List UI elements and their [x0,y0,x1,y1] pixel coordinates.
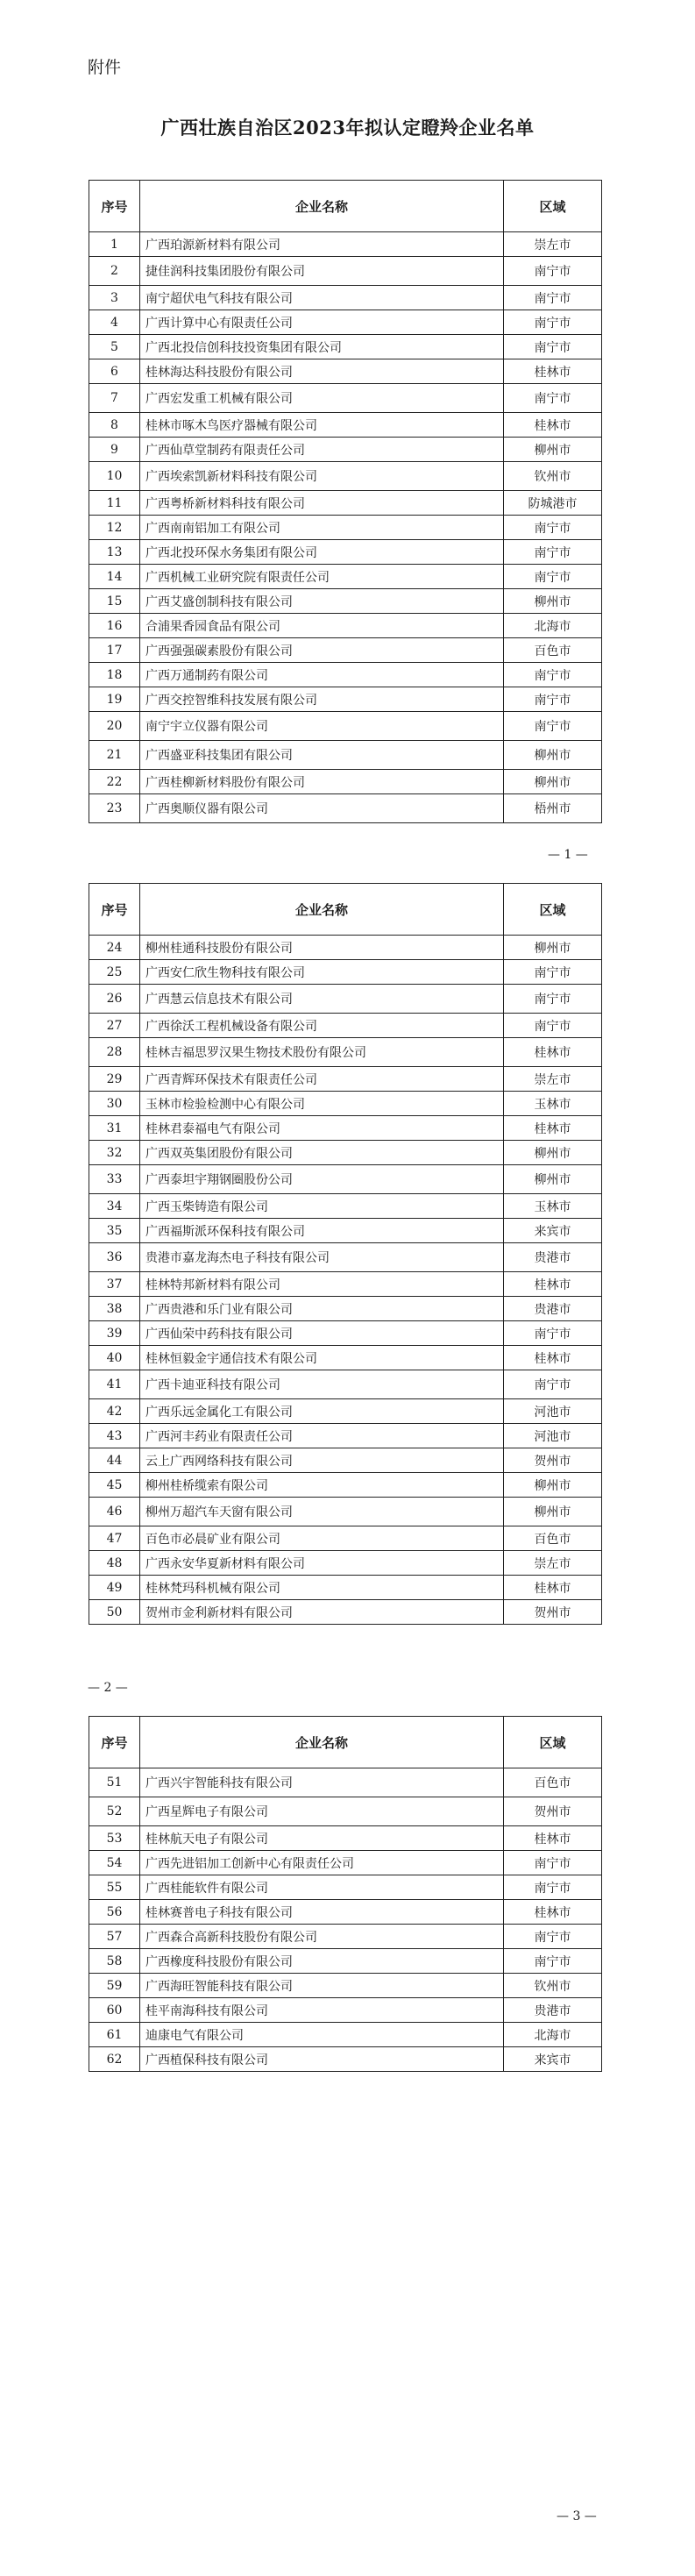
table-row [89,1116,602,1141]
row-index: 37 [89,1272,140,1297]
region: 南宁市 [504,687,602,712]
table-row [89,1399,602,1424]
company-name: 桂林特邦新材料有限公司 [140,1272,504,1297]
region: 玉林市 [504,1092,602,1116]
company-name: 广西徐沃工程机械设备有限公司 [140,1014,504,1038]
company-name: 云上广西网络科技有限公司 [140,1448,504,1473]
table-row [89,1067,602,1092]
header-index: 序号 [89,1717,140,1768]
row-index: 56 [89,1900,140,1925]
region: 桂林市 [504,413,602,438]
row-index: 24 [89,936,140,960]
region: 桂林市 [504,1826,602,1851]
row-index: 41 [89,1370,140,1399]
table-row [89,462,602,491]
region: 南宁市 [504,712,602,741]
region: 百色市 [504,1526,602,1551]
table-row [89,1165,602,1194]
region: 防城港市 [504,491,602,516]
table-row [89,359,602,384]
row-index: 8 [89,413,140,438]
company-name: 广西慧云信息技术有限公司 [140,985,504,1014]
company-name: 广西桂能软件有限公司 [140,1875,504,1900]
region: 南宁市 [504,1925,602,1949]
table-row [89,491,602,516]
region: 桂林市 [504,1272,602,1297]
company-name: 广西北投环保水务集团有限公司 [140,540,504,565]
table-row [89,1272,602,1297]
region: 柳州市 [504,438,602,462]
row-index: 30 [89,1092,140,1116]
company-name: 广西强强碳素股份有限公司 [140,638,504,663]
table-row [89,1875,602,1900]
company-name: 桂林君泰福电气有限公司 [140,1116,504,1141]
region: 柳州市 [504,1165,602,1194]
company-name: 广西宏发重工机械有限公司 [140,384,504,413]
row-index: 45 [89,1473,140,1498]
company-name: 百色市必晨矿业有限公司 [140,1526,504,1551]
region: 贺州市 [504,1448,602,1473]
row-index: 59 [89,1974,140,1998]
region: 贺州市 [504,1600,602,1625]
company-name: 广西卡迪亚科技有限公司 [140,1370,504,1399]
region: 桂林市 [504,1038,602,1067]
row-index: 3 [89,286,140,310]
enterprise-table-page-2 [89,883,602,1625]
region: 贵港市 [504,1297,602,1321]
table-row [89,1346,602,1370]
table-header-row [89,884,602,936]
header-name: 企业名称 [140,1717,504,1768]
row-index: 26 [89,985,140,1014]
company-name: 广西艾盛创制科技有限公司 [140,589,504,614]
header-index: 序号 [89,884,140,936]
table-row [89,310,602,335]
company-name: 桂林恒毅金宇通信技术有限公司 [140,1346,504,1370]
table-row [89,1321,602,1346]
row-index: 35 [89,1219,140,1243]
company-name: 合浦果香园食品有限公司 [140,614,504,638]
table-row [89,1194,602,1219]
company-name: 柳州万超汽车天窗有限公司 [140,1498,504,1526]
table-row [89,540,602,565]
company-name: 广西兴宇智能科技有限公司 [140,1768,504,1797]
region: 桂林市 [504,359,602,384]
header-region: 区域 [504,181,602,232]
region: 桂林市 [504,1900,602,1925]
company-name: 广西双英集团股份有限公司 [140,1141,504,1165]
row-index: 18 [89,663,140,687]
company-name: 柳州桂通科技股份有限公司 [140,936,504,960]
row-index: 28 [89,1038,140,1067]
row-index: 10 [89,462,140,491]
region: 桂林市 [504,1346,602,1370]
company-name: 广西珀源新材料有限公司 [140,232,504,257]
region: 南宁市 [504,960,602,985]
table-row [89,1768,602,1797]
row-index: 54 [89,1851,140,1875]
region: 柳州市 [504,1141,602,1165]
company-name: 广西安仁欣生物科技有限公司 [140,960,504,985]
company-name: 广西仙草堂制药有限责任公司 [140,438,504,462]
company-name: 广西仙荣中药科技有限公司 [140,1321,504,1346]
row-index: 4 [89,310,140,335]
company-name: 广西乐远金属化工有限公司 [140,1399,504,1424]
region: 北海市 [504,2023,602,2047]
table-row [89,1925,602,1949]
company-name: 广西计算中心有限责任公司 [140,310,504,335]
company-name: 广西北投信创科技投资集团有限公司 [140,335,504,359]
company-name: 迪康电气有限公司 [140,2023,504,2047]
region: 玉林市 [504,1194,602,1219]
table-row [89,960,602,985]
table-row [89,770,602,794]
table-row [89,1949,602,1974]
region: 桂林市 [504,1116,602,1141]
table-row [89,2023,602,2047]
region: 钦州市 [504,1974,602,1998]
region: 贺州市 [504,1797,602,1826]
row-index: 49 [89,1576,140,1600]
region: 河池市 [504,1424,602,1448]
region: 南宁市 [504,663,602,687]
table-row [89,1243,602,1272]
region: 百色市 [504,638,602,663]
company-name: 桂林航天电子有限公司 [140,1826,504,1851]
company-name: 广西万通制药有限公司 [140,663,504,687]
table-row [89,712,602,741]
region: 崇左市 [504,1067,602,1092]
company-name: 贵港市嘉龙海杰电子科技有限公司 [140,1243,504,1272]
table-row [89,257,602,286]
table-row [89,663,602,687]
table-row [89,614,602,638]
row-index: 9 [89,438,140,462]
attachment-label: 附件 [88,58,122,77]
row-index: 14 [89,565,140,589]
table-row [89,985,602,1014]
row-index: 2 [89,257,140,286]
company-name: 桂平南海科技有限公司 [140,1998,504,2023]
table-row [89,687,602,712]
row-index: 38 [89,1297,140,1321]
row-index: 7 [89,384,140,413]
company-name: 桂林市啄木鸟医疗器械有限公司 [140,413,504,438]
region: 河池市 [504,1399,602,1424]
region: 南宁市 [504,384,602,413]
table-row [89,1797,602,1826]
row-index: 40 [89,1346,140,1370]
row-index: 51 [89,1768,140,1797]
company-name: 广西河丰药业有限责任公司 [140,1424,504,1448]
company-name: 广西橡度科技股份有限公司 [140,1949,504,1974]
company-name: 广西植保科技有限公司 [140,2047,504,2072]
region: 贵港市 [504,1243,602,1272]
row-index: 13 [89,540,140,565]
region: 南宁市 [504,1014,602,1038]
table-row [89,384,602,413]
region: 崇左市 [504,232,602,257]
row-index: 60 [89,1998,140,2023]
row-index: 57 [89,1925,140,1949]
company-name: 桂林吉福思罗汉果生物技术股份有限公司 [140,1038,504,1067]
table-row [89,335,602,359]
row-index: 62 [89,2047,140,2072]
page-number-2: — 2 — [88,1681,128,1695]
row-index: 31 [89,1116,140,1141]
table-row [89,1498,602,1526]
header-name: 企业名称 [140,181,504,232]
table-row [89,1473,602,1498]
table-row [89,741,602,770]
region: 南宁市 [504,335,602,359]
row-index: 6 [89,359,140,384]
company-name: 广西机械工业研究院有限责任公司 [140,565,504,589]
table-row [89,1998,602,2023]
row-index: 39 [89,1321,140,1346]
region: 柳州市 [504,741,602,770]
row-index: 1 [89,232,140,257]
company-name: 广西贵港和乐门业有限公司 [140,1297,504,1321]
region: 柳州市 [504,770,602,794]
table-row [89,1851,602,1875]
enterprise-table-page-1 [89,180,602,823]
region: 柳州市 [504,1498,602,1526]
table-row [89,1092,602,1116]
row-index: 11 [89,491,140,516]
region: 南宁市 [504,565,602,589]
company-name: 广西盛亚科技集团有限公司 [140,741,504,770]
table-header-row [89,1717,602,1768]
page-number-3: — 3 — [557,2509,597,2523]
table-row [89,1448,602,1473]
table-row [89,1014,602,1038]
row-index: 55 [89,1875,140,1900]
row-index: 61 [89,2023,140,2047]
row-index: 27 [89,1014,140,1038]
row-index: 15 [89,589,140,614]
table-header-row [89,181,602,232]
row-index: 44 [89,1448,140,1473]
table-row [89,638,602,663]
table-row [89,1551,602,1576]
company-name: 广西青辉环保技术有限责任公司 [140,1067,504,1092]
header-region: 区域 [504,1717,602,1768]
table-row [89,413,602,438]
row-index: 32 [89,1141,140,1165]
table-row [89,1600,602,1625]
table-row [89,1900,602,1925]
company-name: 广西交控智维科技发展有限公司 [140,687,504,712]
table-row [89,1576,602,1600]
region: 桂林市 [504,1576,602,1600]
region: 贵港市 [504,1998,602,2023]
region: 来宾市 [504,1219,602,1243]
region: 柳州市 [504,589,602,614]
region: 北海市 [504,614,602,638]
table-row [89,1974,602,1998]
region: 柳州市 [504,936,602,960]
company-name: 广西南南铝加工有限公司 [140,516,504,540]
company-name: 广西泰坦宇翔钢圈股份公司 [140,1165,504,1194]
company-name: 贺州市金利新材料有限公司 [140,1600,504,1625]
region: 百色市 [504,1768,602,1797]
row-index: 12 [89,516,140,540]
company-name: 玉林市检验检测中心有限公司 [140,1092,504,1116]
region: 南宁市 [504,257,602,286]
company-name: 广西粤桥新材料科技有限公司 [140,491,504,516]
page-number-1: — 1 — [548,848,588,862]
company-name: 南宁超伏电气科技有限公司 [140,286,504,310]
region: 南宁市 [504,1851,602,1875]
header-index: 序号 [89,181,140,232]
region: 南宁市 [504,985,602,1014]
header-name: 企业名称 [140,884,504,936]
table-row [89,232,602,257]
row-index: 19 [89,687,140,712]
company-name: 桂林梵玛科机械有限公司 [140,1576,504,1600]
region: 南宁市 [504,516,602,540]
row-index: 36 [89,1243,140,1272]
row-index: 22 [89,770,140,794]
row-index: 33 [89,1165,140,1194]
region: 梧州市 [504,794,602,823]
table-row [89,516,602,540]
table-row [89,1141,602,1165]
company-name: 广西玉柴铸造有限公司 [140,1194,504,1219]
table-row [89,1526,602,1551]
row-index: 25 [89,960,140,985]
table-row [89,936,602,960]
table-row [89,438,602,462]
table-row [89,1219,602,1243]
company-name: 广西先进铝加工创新中心有限责任公司 [140,1851,504,1875]
company-name: 广西星辉电子有限公司 [140,1797,504,1826]
table-row [89,589,602,614]
row-index: 16 [89,614,140,638]
region: 南宁市 [504,286,602,310]
table-row [89,286,602,310]
company-name: 广西永安华夏新材料有限公司 [140,1551,504,1576]
row-index: 53 [89,1826,140,1851]
region: 南宁市 [504,1321,602,1346]
row-index: 48 [89,1551,140,1576]
row-index: 46 [89,1498,140,1526]
row-index: 29 [89,1067,140,1092]
row-index: 17 [89,638,140,663]
region: 崇左市 [504,1551,602,1576]
company-name: 柳州桂桥缆索有限公司 [140,1473,504,1498]
table-row [89,2047,602,2072]
row-index: 21 [89,741,140,770]
region: 南宁市 [504,1875,602,1900]
table-row [89,1424,602,1448]
company-name: 广西埃索凯新材料科技有限公司 [140,462,504,491]
row-index: 34 [89,1194,140,1219]
table-row [89,1038,602,1067]
region: 南宁市 [504,1370,602,1399]
row-index: 58 [89,1949,140,1974]
table-row [89,565,602,589]
region: 来宾市 [504,2047,602,2072]
row-index: 5 [89,335,140,359]
company-name: 广西福斯派环保科技有限公司 [140,1219,504,1243]
row-index: 42 [89,1399,140,1424]
row-index: 50 [89,1600,140,1625]
company-name: 桂林赛普电子科技有限公司 [140,1900,504,1925]
table-row [89,1826,602,1851]
company-name: 广西海旺智能科技有限公司 [140,1974,504,1998]
company-name: 捷佳润科技集团股份有限公司 [140,257,504,286]
company-name: 广西桂柳新材料股份有限公司 [140,770,504,794]
company-name: 广西奥顺仪器有限公司 [140,794,504,823]
company-name: 桂林海达科技股份有限公司 [140,359,504,384]
row-index: 52 [89,1797,140,1826]
company-name: 广西森合高新科技股份有限公司 [140,1925,504,1949]
region: 南宁市 [504,1949,602,1974]
region: 南宁市 [504,540,602,565]
region: 钦州市 [504,462,602,491]
row-index: 23 [89,794,140,823]
table-row [89,1297,602,1321]
row-index: 43 [89,1424,140,1448]
header-region: 区域 [504,884,602,936]
region: 南宁市 [504,310,602,335]
enterprise-table-page-3 [89,1716,602,2072]
table-row [89,794,602,823]
row-index: 47 [89,1526,140,1551]
document-title: 广西壮族自治区2023年拟认定瞪羚企业名单 [160,117,535,139]
company-name: 南宁宇立仪器有限公司 [140,712,504,741]
table-row [89,1370,602,1399]
row-index: 20 [89,712,140,741]
region: 柳州市 [504,1473,602,1498]
